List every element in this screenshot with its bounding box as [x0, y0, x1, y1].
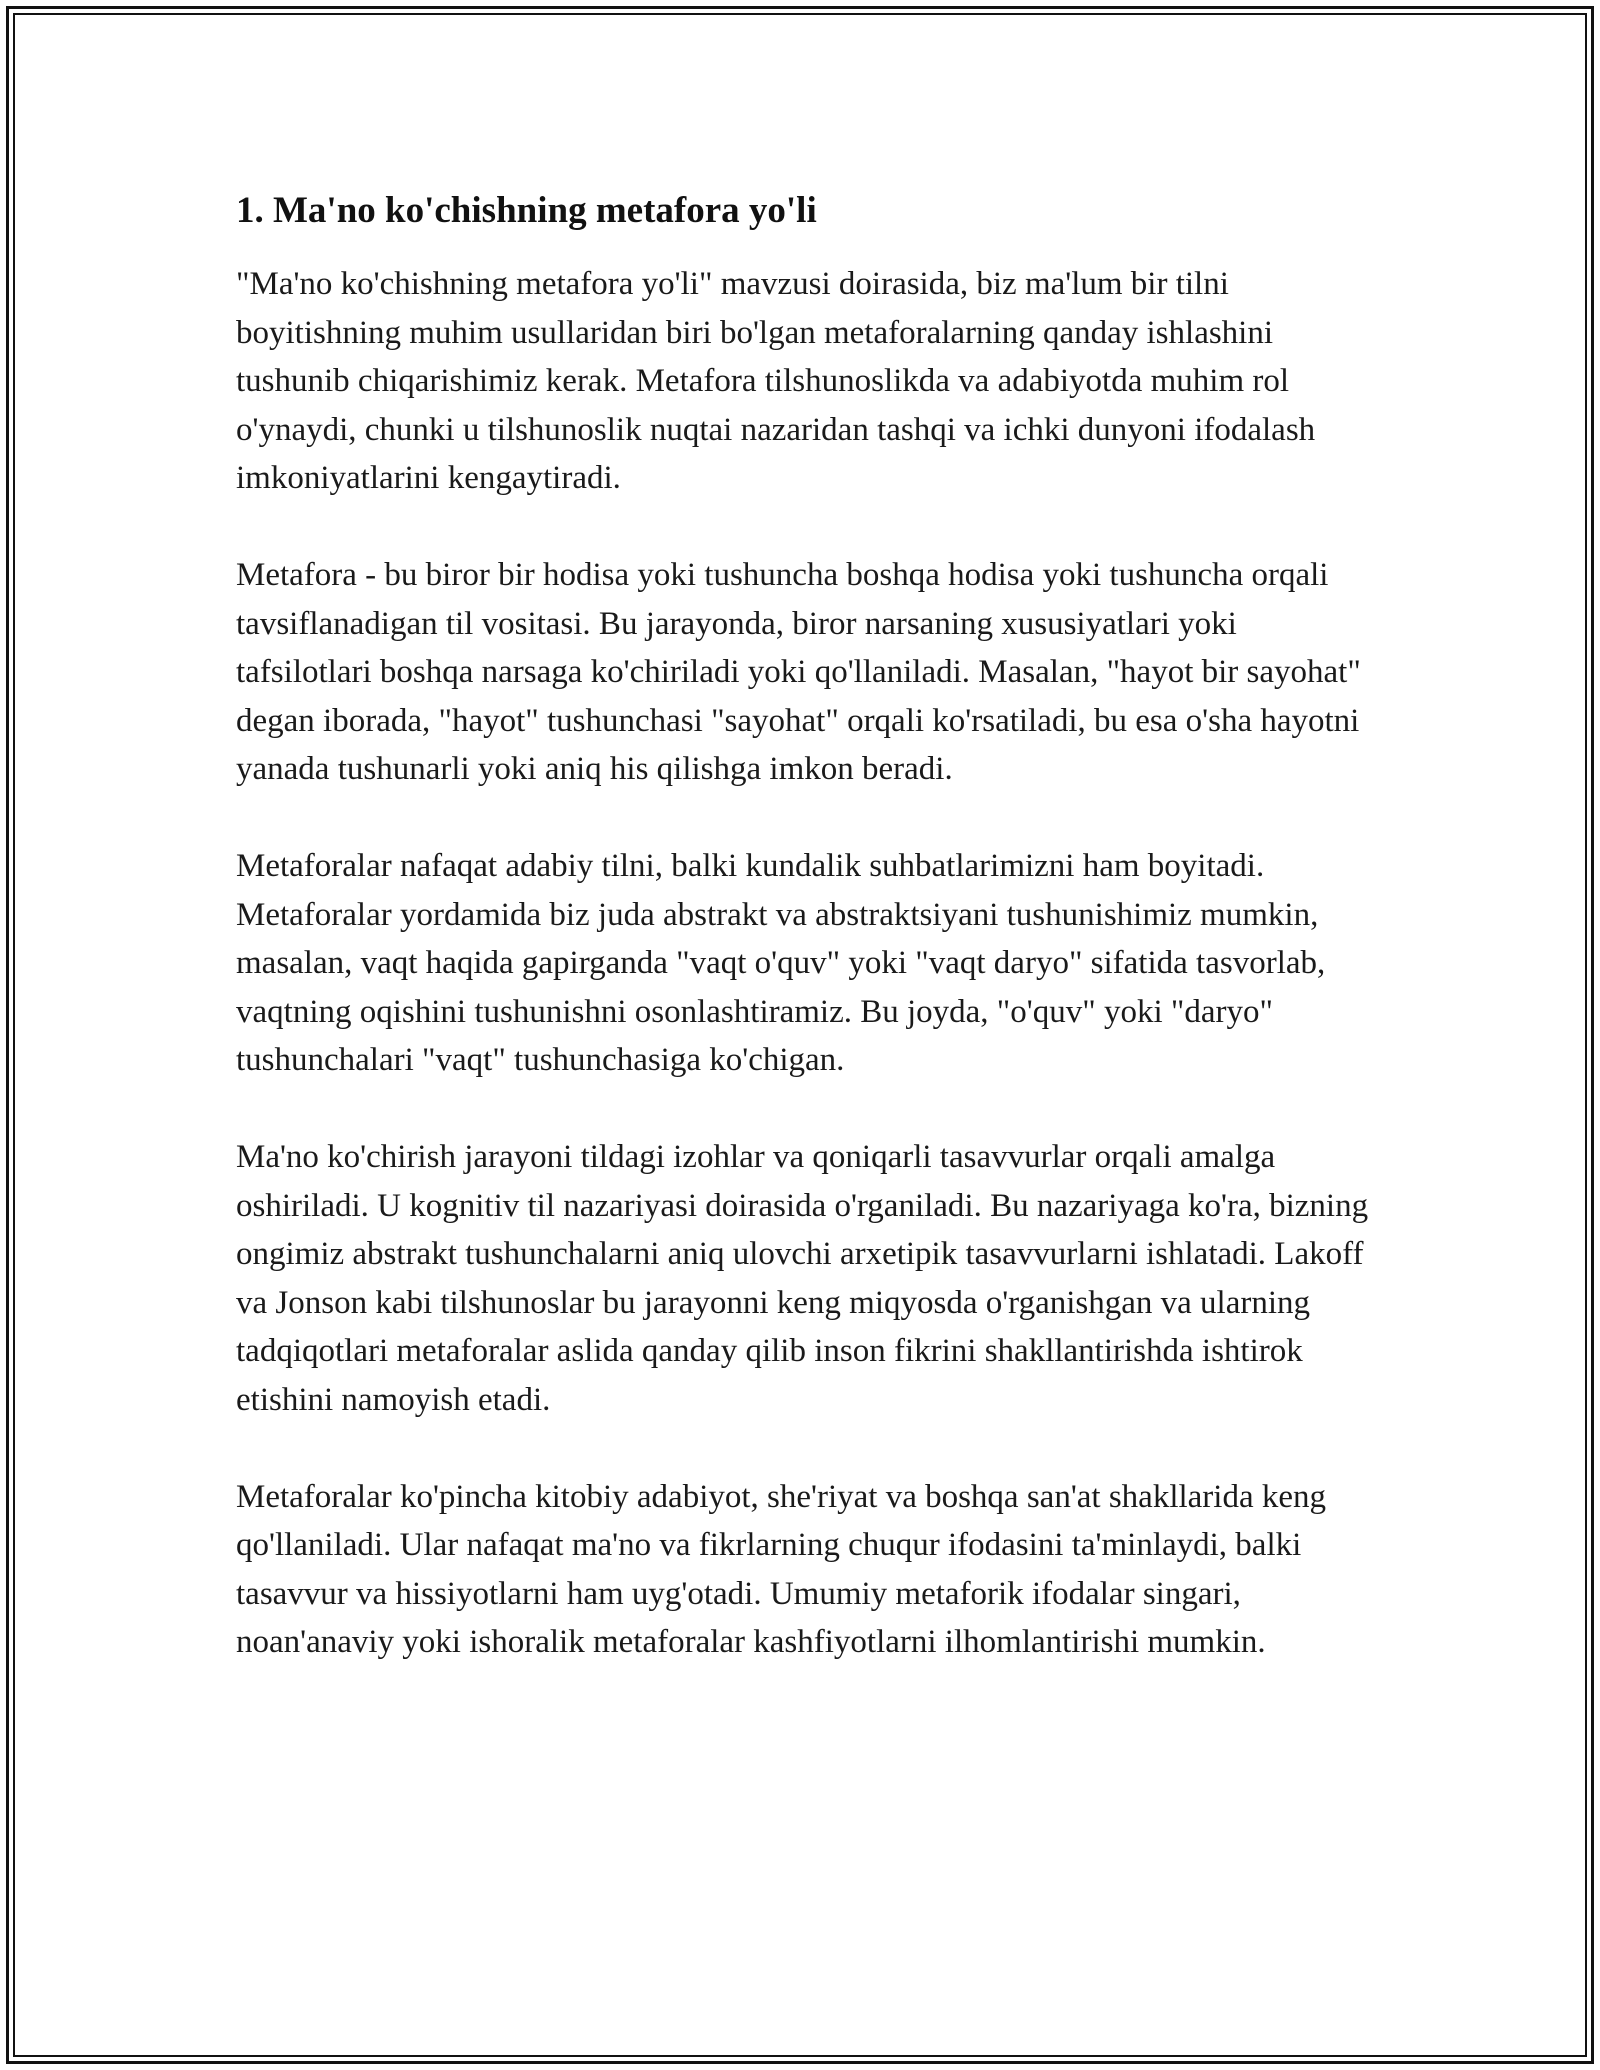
paragraph-3: Metaforalar nafaqat adabiy tilni, balki kundalik suhbatlarimizni ham boyitadi. Metaforalar yordamida biz juda abstrakt va abstraktsiyani tushunishimiz mumkin, masalan, vaqt haqida gapirganda "vaqt o'quv" yoki "vaqt daryo" sifatida tasvorlab, vaqtning oqishini tushunishni osonlashtiramiz. Bu joyda, "o'quv" yoki "daryo" tushunchalari "vaqt" tushunchasiga ko'chigan. [236, 848, 1326, 1078]
paragraph-2: Metafora - bu biror bir hodisa yoki tushuncha boshqa hodisa yoki tushuncha orqali tavsiflanadigan til vositasi. Bu jarayonda, biror narsaning xususiyatlari yoki tafsilotlari boshqa narsaga ko'chiriladi yoki qo'llaniladi. Masalan, "hayot bir sayohat" degan iborada, "hayot" tushunchasi "sayohat" orqali ko'rsatiladi, bu esa o'sha hayotni yanada tushunarli yoki aniq his qilishga imkon beradi. [236, 557, 1361, 787]
paragraph-4: Ma'no ko'chirish jarayoni tildagi izohlar va qoniqarli tasavvurlar orqali amalga oshiriladi. U kognitiv til nazariyasi doirasida o'rganiladi. Bu nazariyaga ko'ra, bizning ongimiz abstrakt tushunchalarni aniq ulovchi arxetipik tasavvurlarni ishlatadi. Lakoff va Jonson kabi tilshunoslar bu jarayonni keng miqyosda o'rganishgan va ularning tadqiqotlari metaforalar aslida qanday qilib inson fikrini shakllantirishda ishtirok etishini namoyish etadi. [236, 1139, 1369, 1418]
document-body [236, 186, 1376, 1715]
paragraph-1: "Ma'no ko'chishning metafora yo'li" mavzusi doirasida, biz ma'lum bir tilni boyitishning muhim usullaridan biri bo'lgan metaforalarning qanday ishlashini tushunib chiqarishimiz kerak. Metafora tilshunoslikda va adabiyotda muhim rol o'ynaydi, chunki u tilshunoslik nuqtai nazaridan tashqi va ichki dunyoni ifodalash imkoniyatlarini kengaytiradi. [236, 266, 1316, 496]
paragraph-5: Metaforalar ko'pincha kitobiy adabiyot, she'riyat va boshqa san'at shakllarida keng qo'llaniladi. Ular nafaqat ma'no va fikrlarning chuqur ifodasini ta'minlaydi, balki tasavvur va hissiyotlarni ham uyg'otadi. Umumiy metaforik ifodalar singari, noan'anaviy yoki ishoralik metaforalar kashfiyotlarni ilhomlantirishi mumkin. [236, 1478, 1326, 1660]
section-heading: 1. Ma'no ko'chishning metafora yo'li [236, 190, 817, 231]
